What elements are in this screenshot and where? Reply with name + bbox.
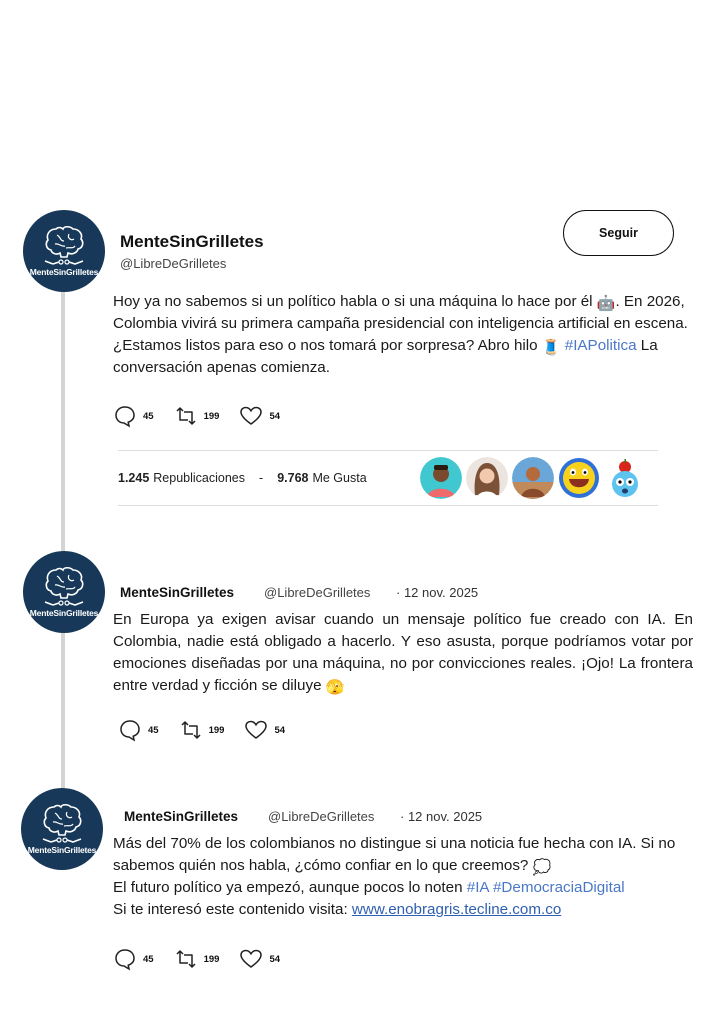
avatar[interactable] [23,551,105,633]
retweet-button[interactable] [179,718,225,742]
reply-icon [118,718,142,742]
user-handle[interactable]: @LibreDeGrilletes [268,809,375,824]
retweet-icon [174,947,198,971]
like-button[interactable] [239,947,280,971]
liker-avatar[interactable] [604,457,646,499]
like-button[interactable] [239,404,280,428]
avatar-label: MenteSinGrilletes [27,845,97,855]
liker-avatar[interactable] [420,457,462,499]
reply-icon [113,947,137,971]
retweet-icon [179,718,203,742]
retweet-count: 199 [203,953,220,965]
heart-icon [244,718,268,742]
tweet-date[interactable]: · 12 nov. 2025 [400,809,483,824]
tweet-date[interactable]: · 12 nov. 2025 [396,585,479,600]
avatar[interactable] [23,210,105,292]
avatar-label: MenteSinGrilletes [29,267,99,277]
brain-chain-icon [39,221,89,269]
reply-icon [113,404,137,428]
retweet-count: 199 [208,724,225,736]
tweet-2-text: En Europa ya exigen avisar cuando un mensaje político fue creado con IA. En Colombia, nadie está obligado a hacerlo. Y eso asusta, porque podríamos votar por emociones diseñadas por una máquina, no por convicciones reales. ¡Ojo! La frontera entre verdad y ficción se diluye 🫣 [113,611,693,696]
retweet-button[interactable] [174,947,220,971]
like-count: 54 [274,724,286,736]
hashtag-link[interactable]: #DemocraciaDigital [492,879,625,896]
likes-label[interactable]: Me Gusta [312,471,367,485]
liker-avatar[interactable] [512,457,554,499]
like-button[interactable] [244,718,285,742]
reply-button[interactable] [118,718,159,742]
tweet-1-actions [113,404,300,428]
peeking-face-emoji: 🫣 [325,679,345,696]
retweet-button[interactable] [174,404,220,428]
tweet-3-text: Más del 70% de los colombianos no distingue si una noticia fue hecha con IA. Si no sabemos quién nos habla, ¿cómo confiar en lo que creemos? 💭 El futuro político ya empezó, aunque pocos lo noten #IA #DemocraciaDigital Si te interesó este contenido visita: www.enobragris.tecline.com.co [113,835,676,918]
reposts-count: 1.245 [118,471,150,485]
hashtag-link[interactable]: #IAPolitica [564,337,637,354]
engagement-stats [118,450,658,506]
reply-count: 45 [148,724,159,736]
tweet-3-actions [113,947,300,971]
like-count: 54 [269,953,281,965]
thread-emoji: 🧵 [541,339,561,356]
display-name[interactable]: MenteSinGrilletes [124,809,239,824]
avatar[interactable] [21,788,103,870]
like-count: 54 [269,410,281,422]
stats-separator: - [259,471,264,485]
hashtag-link[interactable]: #IA [466,879,489,896]
likes-count: 9.768 [277,471,309,485]
robot-emoji: 🤖 [596,295,616,312]
reply-count: 45 [143,953,154,965]
user-handle[interactable]: @LibreDeGrilletes [120,256,227,271]
thought-bubble-emoji: 💭 [532,859,552,876]
liker-avatar[interactable] [466,457,508,499]
reply-button[interactable] [113,947,154,971]
brain-chain-icon [39,562,89,610]
display-name[interactable]: MenteSinGrilletes [120,232,264,251]
brain-chain-icon [37,799,87,847]
heart-icon [239,404,263,428]
heart-icon [239,947,263,971]
tweet-2-actions [118,718,305,742]
display-name[interactable]: MenteSinGrilletes [120,585,235,600]
tweet-1-text: Hoy ya no sabemos si un político habla o si una máquina lo hace por él 🤖. En 2026, Colombia vivirá su primera campaña presidencial con inteligencia artificial en escena. ¿Estamos listos para eso o nos tomará por sorpresa? Abro hilo 🧵 #IAPolitica La conversación apenas comienza. [113,293,688,376]
follow-button[interactable]: Seguir [563,210,674,256]
reply-count: 45 [143,410,154,422]
external-link[interactable]: www.enobragris.tecline.com.co [351,901,562,918]
likers-avatars [420,457,650,499]
liker-avatar[interactable] [558,457,600,499]
retweet-count: 199 [203,410,220,422]
avatar-label: MenteSinGrilletes [29,608,99,618]
reposts-label[interactable]: Republicaciones [153,471,246,485]
reply-button[interactable] [113,404,154,428]
user-handle[interactable]: @LibreDeGrilletes [264,585,371,600]
retweet-icon [174,404,198,428]
